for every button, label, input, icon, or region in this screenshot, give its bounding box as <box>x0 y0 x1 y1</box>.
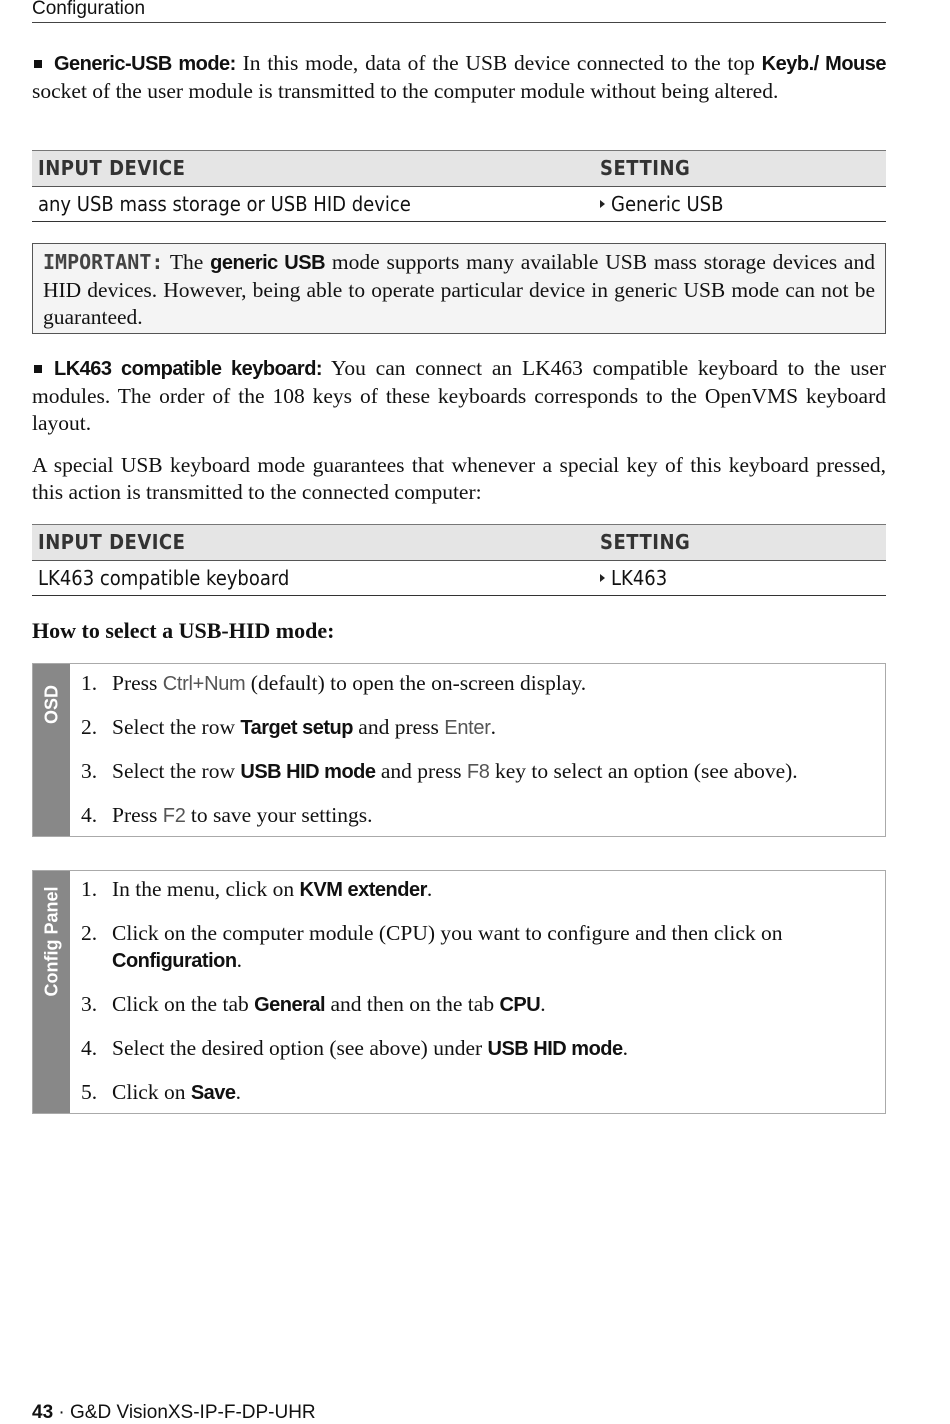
osd-step <box>81 714 877 742</box>
bullet-marker <box>34 60 42 68</box>
running-header <box>32 0 886 23</box>
menu-term: General <box>254 994 326 1016</box>
socket-name: Keyb./ Mouse <box>761 53 886 75</box>
osd-procedure <box>32 663 886 837</box>
table-header-row <box>32 151 886 187</box>
page-number: 43 <box>32 1402 54 1423</box>
setting-value: Generic USB <box>611 192 724 216</box>
step-number: 1. <box>81 877 98 901</box>
step-text: . <box>540 992 546 1016</box>
config-step <box>81 1079 877 1107</box>
generic-usb-term: generic USB <box>210 252 326 274</box>
step-text: Press <box>112 803 163 827</box>
table-row <box>32 187 886 221</box>
cell-device: LK463 compatible keyboard <box>38 566 290 590</box>
setting-value: LK463 <box>611 566 668 590</box>
step-text: and then on the tab <box>325 992 500 1016</box>
step-text: Select the row <box>112 759 241 783</box>
lk463-label: LK463 compatible keyboard: <box>54 358 323 380</box>
step-text: . <box>235 1080 241 1104</box>
osd-step <box>81 758 877 786</box>
config-step <box>81 920 877 975</box>
menu-term: USB HID mode <box>240 761 376 783</box>
step-text: Click on <box>112 1080 191 1104</box>
step-text: . <box>236 948 242 972</box>
cell-device: any USB mass storage or USB HID device <box>38 192 411 216</box>
table-row <box>32 561 886 595</box>
cell-setting <box>600 566 667 590</box>
generic-usb-label: Generic-USB mode: <box>54 53 236 75</box>
important-note <box>32 243 886 334</box>
lk463-paragraph <box>32 355 886 437</box>
arrow-right-icon <box>600 574 605 582</box>
step-text: Select the desired option (see above) under <box>112 1036 488 1060</box>
step-number: 3. <box>81 992 98 1016</box>
step-number: 4. <box>81 1036 98 1060</box>
step-number: 2. <box>81 921 98 945</box>
step-text: Select the row <box>112 715 241 739</box>
generic-usb-table <box>32 150 886 222</box>
menu-term: CPU <box>499 994 541 1016</box>
key-name: F8 <box>466 761 490 783</box>
menu-term: Target setup <box>240 717 353 739</box>
menu-term: KVM extender <box>299 879 427 901</box>
step-text: . <box>622 1036 629 1060</box>
col-input-device: INPUT DEVICE <box>38 530 186 554</box>
section-title: Configuration <box>32 0 146 19</box>
page-footer <box>32 1402 316 1424</box>
col-input-device: INPUT DEVICE <box>38 156 186 180</box>
lk463-table <box>32 524 886 596</box>
step-text: key to select an option (see above). <box>489 759 798 783</box>
important-text-end: mode supports many available USB mass storage devices and HID devices. However, being able to operate particular device in generic USB mode can not be guaranteed. <box>43 250 875 329</box>
osd-label: OSD <box>41 684 61 725</box>
special-text: A special USB keyboard mode guarantees that whenever a special key of this keyboard pressed, this action is transmitted to the connected computer: <box>32 453 886 504</box>
key-name: Enter <box>444 717 491 739</box>
howto-heading: How to select a USB-HID mode: <box>32 618 335 643</box>
config-step <box>81 876 877 904</box>
key-name: F2 <box>162 805 186 827</box>
step-text: Press <box>112 671 163 695</box>
generic-usb-text-end: socket of the user module is transmitted to the computer module without being altered. <box>32 79 779 103</box>
step-text: to save your settings. <box>185 803 373 827</box>
footer-separator: · <box>53 1402 71 1423</box>
lk463-text: You can connect an LK463 compatible keyboard to the user modules. The order of the 108 keys of these keyboards corresponds to the OpenVMS keyboard layout. <box>32 356 886 435</box>
bullet-marker <box>34 365 42 373</box>
step-number: 5. <box>81 1080 98 1104</box>
config-panel-steps <box>81 871 877 1107</box>
config-step <box>81 1035 877 1063</box>
cell-setting <box>600 192 723 216</box>
config-panel-procedure <box>32 870 886 1114</box>
important-label: IMPORTANT: <box>43 250 164 274</box>
generic-usb-text: In this mode, data of the USB device connected to the top <box>235 51 762 75</box>
step-text: . <box>490 715 496 739</box>
arrow-right-icon <box>600 200 605 208</box>
step-number: 2. <box>81 715 98 739</box>
config-panel-label: Config Panel <box>41 886 61 997</box>
step-text: (default) to open the on-screen display. <box>245 671 587 695</box>
table-header-row <box>32 525 886 561</box>
config-step <box>81 991 877 1019</box>
step-text: and press <box>375 759 467 783</box>
osd-step <box>81 670 877 698</box>
step-number: 4. <box>81 803 98 827</box>
osd-steps <box>81 664 877 830</box>
osd-sidebar <box>33 664 70 836</box>
special-keyboard-paragraph <box>32 452 886 506</box>
step-number: 3. <box>81 759 98 783</box>
generic-usb-paragraph <box>32 50 886 105</box>
step-text: Click on the tab <box>112 992 255 1016</box>
step-text: Click on the computer module (CPU) you want to configure and then click on <box>112 921 783 945</box>
osd-step <box>81 802 877 830</box>
step-number: 1. <box>81 671 98 695</box>
col-setting: SETTING <box>600 156 691 180</box>
col-setting: SETTING <box>600 530 691 554</box>
menu-term: Configuration <box>112 950 237 972</box>
step-text: . <box>426 877 433 901</box>
step-text: and press <box>352 715 445 739</box>
key-name: Ctrl+Num <box>162 673 246 695</box>
config-panel-sidebar <box>33 871 70 1113</box>
menu-term: USB HID mode <box>487 1038 623 1060</box>
menu-term: Save <box>190 1082 236 1104</box>
step-text: In the menu, click on <box>112 877 300 901</box>
important-text: The <box>163 250 211 274</box>
product-name: G&D VisionXS-IP-F-DP-UHR <box>70 1402 316 1423</box>
